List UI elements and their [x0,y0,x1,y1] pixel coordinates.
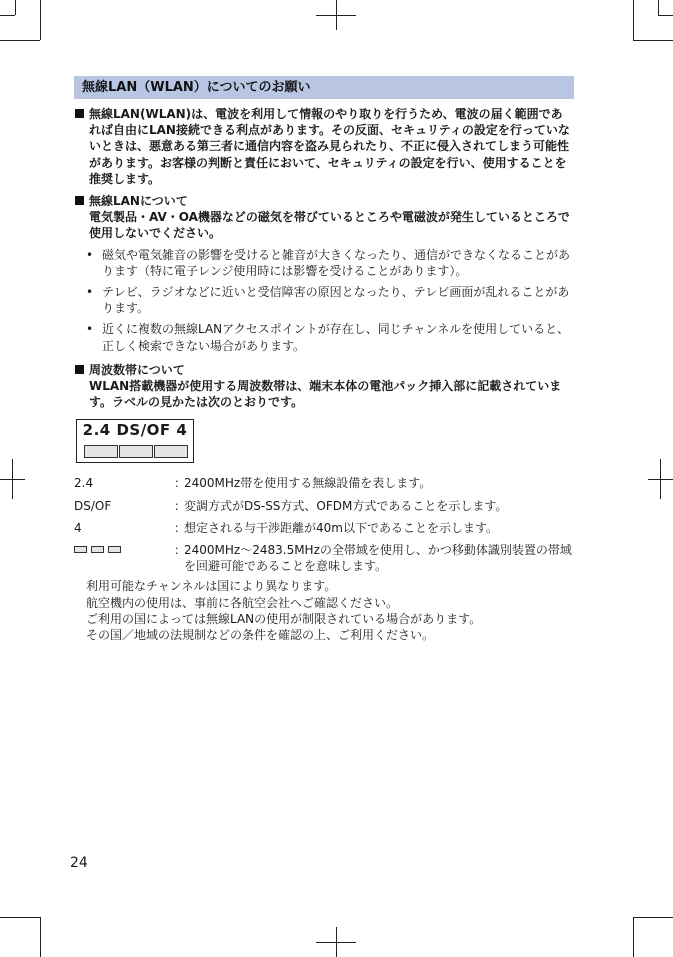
intro-block [74,106,574,187]
page-number: 24 [70,855,88,871]
definition-sep: ： [174,520,187,535]
freq-body: WLAN搭載機器が使用する周波数帯は、端末本体の電池パック挿入部に記載されています。ラベルの見かたは次のとおりです。 [89,379,562,410]
note-line: 航空機内の使用は、事前に各航空会社へご確認ください。 [86,595,399,610]
freq-heading: 周波数帯について [89,362,185,377]
definition-sep: ： [174,498,187,513]
definition-value: 想定される与干渉距離が40m以下であることを示します。 [184,520,499,535]
definition-row [74,498,574,514]
definition-key: 2.4 [74,476,94,491]
wlan-bullet-text: 近くに複数の無線LANアクセスポイントが存在し、同じチャンネルを使用していると、正しく検索できない場合があります。 [102,322,570,353]
square-bullet-icon [75,109,84,118]
bullet-dot-icon: • [86,247,94,262]
definition-row [74,542,574,574]
note-line: ご利用の国によっては無線LANの使用が制限されている場合があります。 [86,611,482,626]
wlan-bullet [74,284,574,316]
band-cell [154,445,188,458]
wlan-body: 電気製品・AV・OA機器などの磁気を帯びているところや電磁波が発生しているところで使用しないでください。 [89,210,570,241]
wlan-bullet [74,321,574,353]
definition-sep: ： [174,476,187,491]
bullet-dot-icon: • [86,285,94,300]
definition-value: 変調方式がDS-SS方式、OFDM方式であることを示します。 [184,498,508,513]
section-title: 無線LAN（WLAN）についてのお願い [74,76,574,99]
intro-text: 無線LAN(WLAN)は、電波を利用して情報のやり取りを行うため、電波の届く範囲であれば自由にLAN接続できる利点があります。その反面、セキュリティの設定を行っていないときは、悪意ある第三者に通信内容を盗み見られたり、不正に侵入されてしまう可能性があります。お客様の判断と責任において、セキュリティの設定を行い、使用することを推奨します。 [89,107,570,186]
wlan-block [74,193,574,242]
wlan-bullet [74,247,574,279]
band-cell [119,445,153,458]
freq-block [74,362,574,411]
definition-value: 2400MHz～2483.5MHzの全帯域を使用し、かつ移動体識別装置の帯域を回避可能であることを意味します。 [184,543,572,574]
definition-sep: ： [174,543,187,558]
wlan-bullet-text: 磁気や電気雑音の影響を受けると雑音が大きくなったり、通信ができなくなることがあります（特に電子レンジ使用時には影響を受けることがあります）。 [102,247,571,278]
band-cell [84,445,118,458]
definition-row [74,520,574,536]
definition-value: 2400MHz帯を使用する無線設備を表します。 [184,476,432,491]
wlan-heading: 無線LANについて [89,194,188,209]
definition-row [74,475,574,491]
notes [74,578,574,643]
page-content [74,76,574,643]
square-bullet-icon [75,196,84,205]
definition-list [74,475,574,574]
bullet-dot-icon: • [86,322,94,337]
note-line: その国／地域の法規制などの条件を確認の上、ご利用ください。 [86,628,435,643]
frequency-label [76,419,194,463]
frequency-label-text: 2.4 DS/OF 4 [82,421,188,440]
definition-key: DS/OF [74,498,112,513]
wlan-bullet-text: テレビ、ラジオなどに近いと受信障害の原因となったり、テレビ画面が乱れることがあります。 [102,285,570,316]
note-line: 利用可能なチャンネルは国により異なります。 [86,579,337,594]
definition-key: 4 [74,520,82,535]
square-bullet-icon [75,365,84,374]
